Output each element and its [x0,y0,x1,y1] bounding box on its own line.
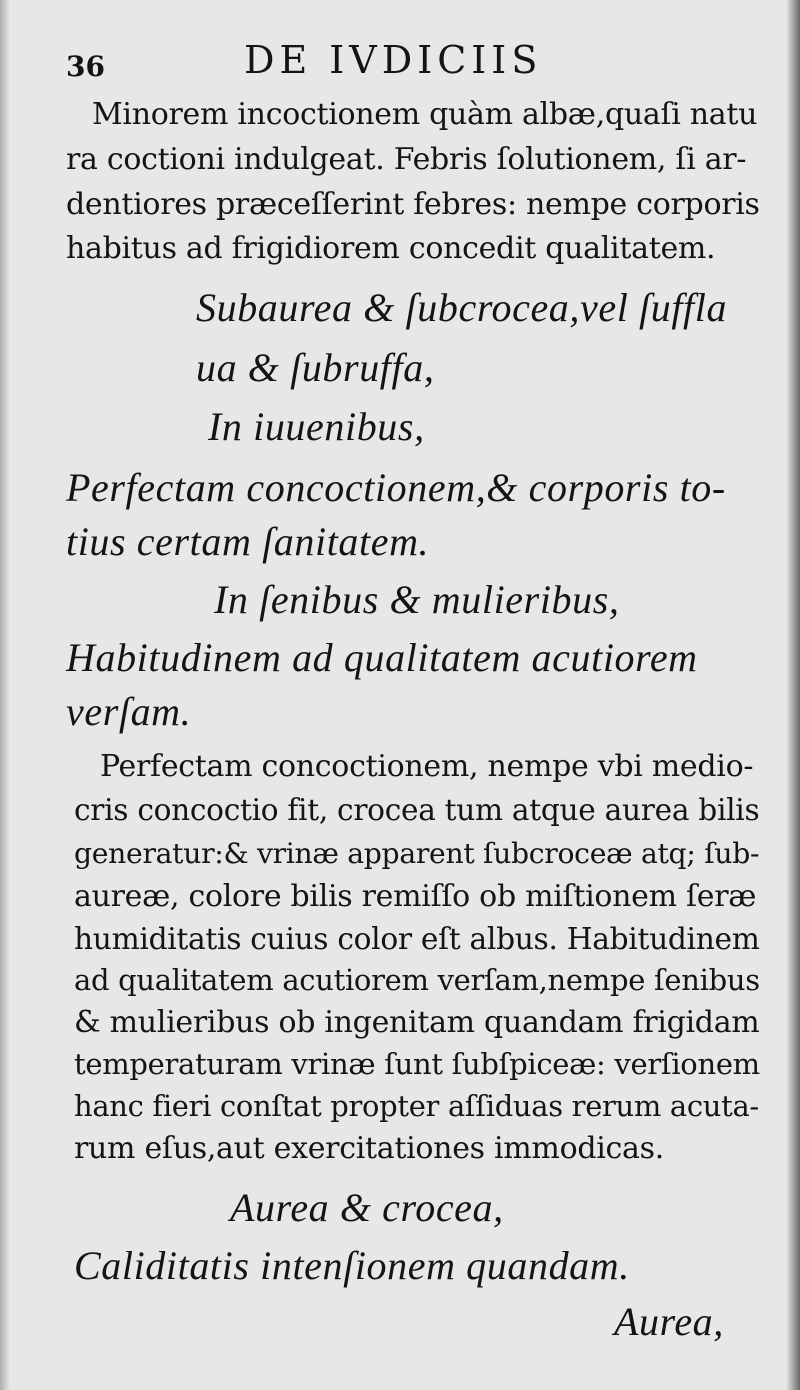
italic-heading-line: Subaurea & ſubcrocea,vel ſuffla [196,285,728,330]
italic-heading-line: ua & ſubruffa, [196,345,435,390]
italic-subheading: Aurea & crocea, [230,1185,504,1230]
italic-text-line: verſam. [66,689,192,734]
italic-text-line: Habitudinem ad qualitatem acutiorem [66,635,698,680]
text-line: temperaturam vrinæ ſunt ſubſpiceæ: verſionem [74,1047,760,1081]
italic-subheading: In ſenibus & mulieribus, [214,577,620,622]
italic-text-line: Caliditatis intenſionem quandam. [74,1243,630,1288]
italic-subheading: In iuuenibus, [208,404,425,449]
text-line: habitus ad frigidiorem concedit qualitatem. [66,231,716,266]
text-line: ra coctioni indulgeat. Febris ſolutionem, ſi ar- [66,142,747,177]
text-line: cris concoctio fit, crocea tum atque aurea bilis [74,793,760,827]
text-line: ad qualitatem acutiorem verſam,nempe ſenibus [74,963,760,997]
text-line: & mulieribus ob ingenitam quandam frigidam [74,1005,760,1040]
page-number: 36 [66,50,105,83]
text-line: generatur:& vrinæ apparent ſubcroceæ atq; ſub- [74,837,760,870]
text-line: Minorem incoctionem quàm albæ,quaſi natu [92,97,758,132]
italic-text-line: tius certam ſanitatem. [66,519,430,564]
italic-text-line: Perfectam concoctionem,& corporis to- [66,465,726,510]
text-line: Perfectam concoctionem, nempe vbi medio- [100,749,754,784]
text-line: aureæ, colore bilis remiſſo ob miſtionem ſeræ [74,879,757,914]
catchword: Aurea, [614,1299,724,1344]
running-title: DE IVDICIIS [244,38,543,82]
text-line: hanc fieri conſtat propter aſſiduas rerum acuta- [74,1089,759,1123]
text-line: dentiores præceſſerint febres: nempe corporis [66,187,760,222]
page-header [66,38,766,88]
text-line: humiditatis cuius color eſt albus. Habitudinem [74,921,760,956]
text-line: rum eſus,aut exercitationes immodicas. [74,1131,664,1166]
